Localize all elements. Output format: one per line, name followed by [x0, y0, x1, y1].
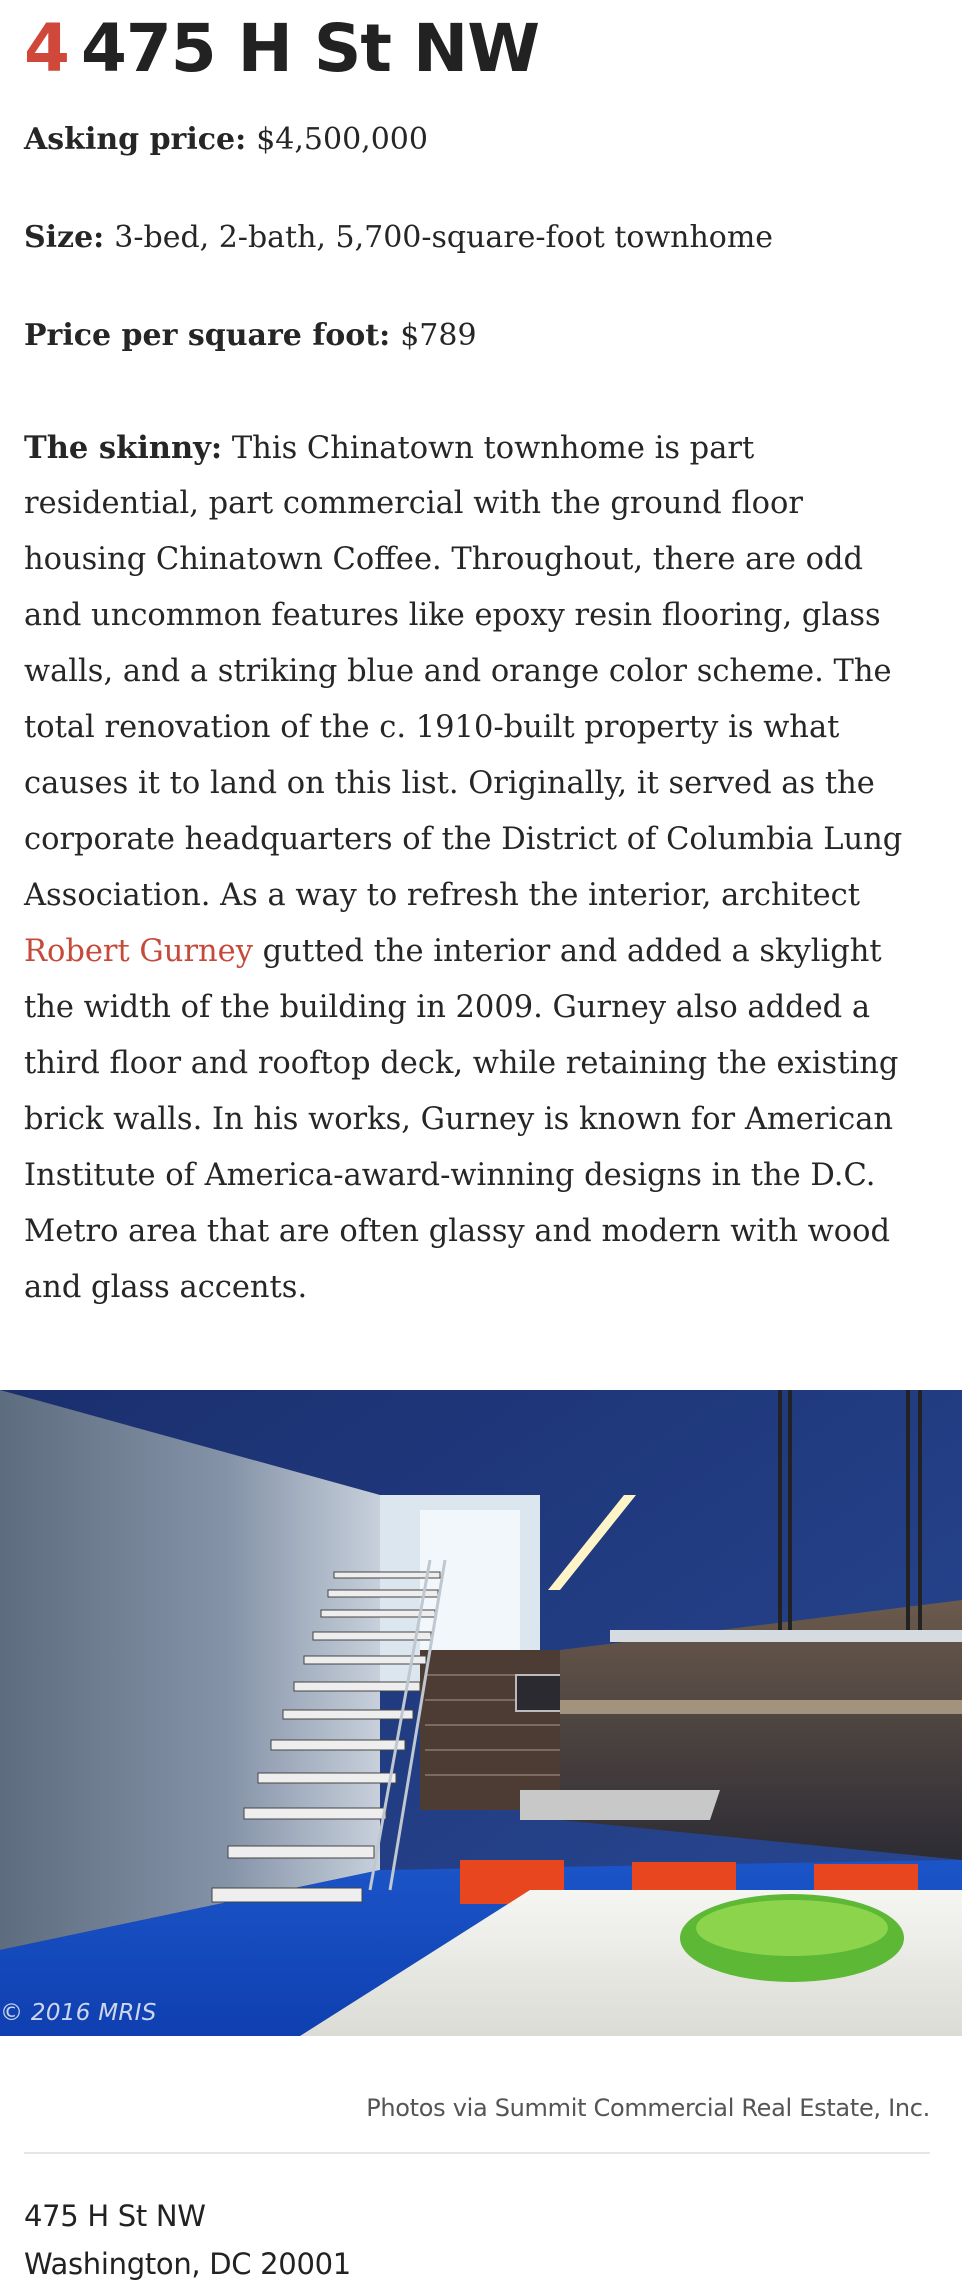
skinny-paragraph	[24, 420, 944, 1316]
skinny-label: The skinny:	[24, 430, 223, 466]
address-street: 475 H St NW	[24, 2199, 206, 2233]
size	[24, 218, 940, 258]
skinny-line: corporate headquarters of the District of Columbia Lung	[24, 822, 903, 857]
skinny-line: Association. As a way to refresh the interior, architect	[24, 878, 860, 913]
price-per-sqft	[24, 316, 940, 356]
price-per-sqft-label: Price per square foot:	[24, 318, 391, 353]
skinny-text: gutted the interior and added a skylight	[262, 934, 882, 969]
skinny-line: housing Chinatown Coffee. Throughout, there are odd	[24, 542, 863, 577]
skinny-line	[24, 924, 944, 980]
skinny-text: This Chinatown townhome is part	[231, 431, 755, 466]
size-label: Size:	[24, 220, 105, 255]
interior-photo	[0, 1390, 962, 2036]
skinny-line: causes it to land on this list. Originally, it served as the	[24, 766, 875, 801]
architect-link[interactable]: Robert Gurney	[24, 934, 253, 969]
skinny-line: and uncommon features like epoxy resin flooring, glass	[24, 598, 881, 633]
photo-credit: Photos via Summit Commercial Real Estate, Inc.	[366, 2094, 930, 2122]
skinny-line	[24, 420, 944, 476]
price-per-sqft-value: $789	[400, 318, 477, 353]
skinny-line: walls, and a striking blue and orange color scheme. The	[24, 654, 892, 689]
size-value: 3-bed, 2-bath, 5,700-square-foot townhome	[114, 220, 774, 255]
skinny-line: residential, part commercial with the ground floor	[24, 486, 803, 521]
listing-headline	[24, 10, 539, 88]
skinny-line: total renovation of the c. 1910-built property is what	[24, 710, 840, 745]
listing-title: 475 H St NW	[80, 10, 539, 87]
asking-price-label: Asking price:	[24, 122, 247, 157]
skinny-line: brick walls. In his works, Gurney is known for American	[24, 1102, 894, 1137]
listing-rank: 4	[24, 10, 69, 87]
address-city: Washington, DC 20001	[24, 2247, 351, 2281]
skinny-line: and glass accents.	[24, 1270, 308, 1305]
asking-price-value: $4,500,000	[256, 122, 428, 157]
photo-watermark: © 2016 MRIS	[0, 2000, 157, 2026]
asking-price	[24, 120, 940, 160]
interior-illustration	[0, 1390, 962, 2036]
skinny-line: Institute of America-award-winning designs in the D.C.	[24, 1158, 876, 1193]
skinny-line: Metro area that are often glassy and modern with wood	[24, 1214, 891, 1249]
skinny-line: the width of the building in 2009. Gurney also added a	[24, 990, 871, 1025]
divider	[24, 2152, 930, 2154]
address-block	[24, 2192, 351, 2288]
skinny-line: third floor and rooftop deck, while retaining the existing	[24, 1046, 899, 1081]
